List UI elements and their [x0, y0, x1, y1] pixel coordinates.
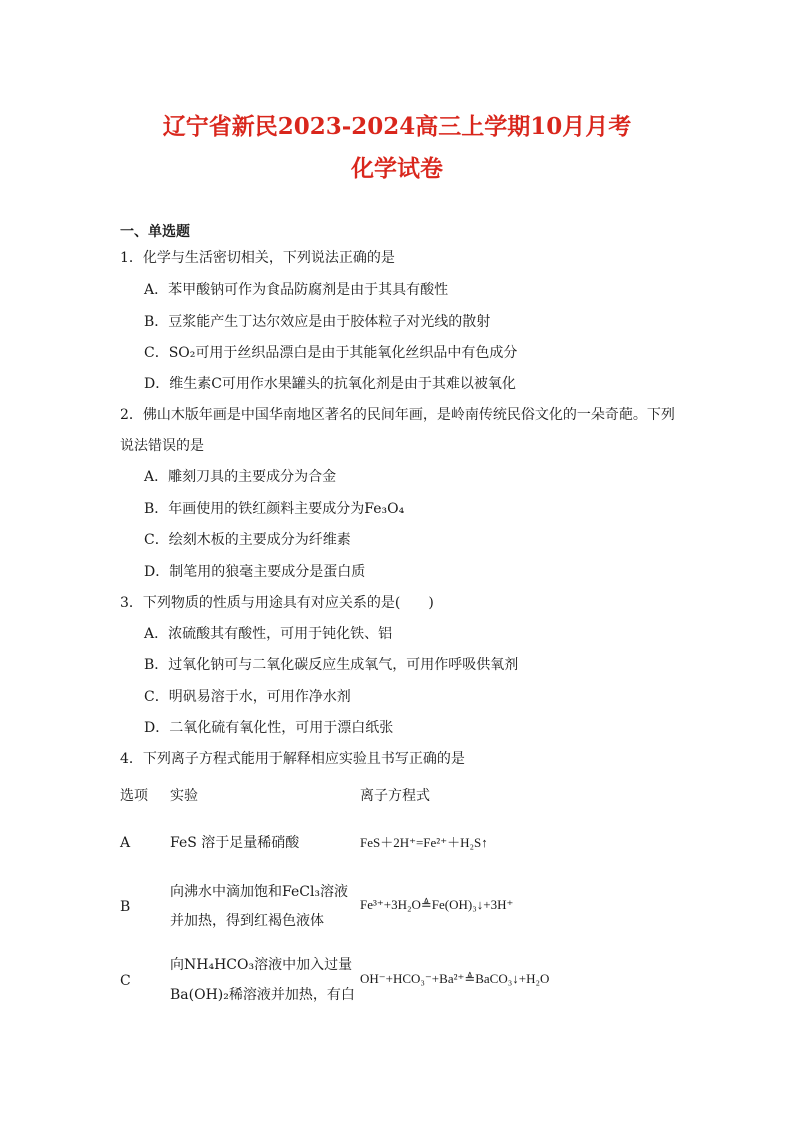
question-1-stem: 1．化学与生活密切相关，下列说法正确的是: [120, 250, 395, 266]
question-1-option-b[interactable]: B．豆浆能产生丁达尔效应是由于胶体粒子对光线的散射: [144, 314, 491, 330]
section-heading: 一、单选题: [120, 224, 190, 240]
question-1-option-d[interactable]: D．维生素C可用作水果罐头的抗氧化剂是由于其难以被氧化: [144, 376, 516, 392]
table-row-c-experiment-line2: Ba(OH)₂稀溶液并加热，有白: [170, 987, 355, 1003]
question-3-option-a[interactable]: A．浓硫酸其有酸性，可用于钝化铁、铝: [144, 626, 393, 642]
table-row-b-option: B: [120, 899, 131, 915]
question-2-stem-cont: 说法错误的是: [120, 438, 204, 454]
table-row-c-equation: OH⁻+HCO₃⁻+Ba²⁺≜BaCO₃↓+H₂O: [360, 971, 550, 986]
question-2-option-d[interactable]: D．制笔用的狼毫主要成分是蛋白质: [144, 564, 366, 580]
question-3-option-d[interactable]: D．二氧化硫有氧化性，可用于漂白纸张: [144, 720, 394, 736]
question-1-option-c[interactable]: C．SO₂可用于丝织品漂白是由于其能氧化丝织品中有色成分: [144, 345, 518, 361]
page-subtitle: 化学试卷: [351, 155, 443, 182]
question-3-stem: 3．下列物质的性质与用途具有对应关系的是( ): [120, 595, 434, 611]
question-3-option-b[interactable]: B．过氧化钠可与二氧化碳反应生成氧气，可用作呼吸供氧剂: [144, 657, 519, 673]
page-title: 辽宁省新民2023-2024高三上学期10月月考: [162, 113, 632, 140]
table-row-c-experiment-line1: 向NH₄HCO₃溶液中加入过量: [170, 957, 353, 973]
table-row-a-option: A: [120, 835, 131, 851]
question-4-stem: 4．下列离子方程式能用于解释相应实验且书写正确的是: [120, 751, 465, 767]
question-1-option-a[interactable]: A．苯甲酸钠可作为食品防腐剂是由于其具有酸性: [144, 282, 449, 298]
table-row-c-option: C: [120, 973, 131, 989]
table-header-equation: 离子方程式: [360, 788, 430, 804]
table-header-option: 选项: [120, 788, 148, 804]
question-2-option-c[interactable]: C．绘刻木板的主要成分为纤维素: [144, 532, 351, 548]
question-2-stem: 2．佛山木版年画是中国华南地区著名的民间年画，是岭南传统民俗文化的一朵奇葩。下列: [120, 407, 675, 423]
table-row-a-experiment: FeS 溶于足量稀硝酸: [170, 835, 300, 851]
question-2-option-b[interactable]: B．年画使用的铁红颜料主要成分为Fe₃O₄: [144, 501, 405, 517]
question-2-option-a[interactable]: A．雕刻刀具的主要成分为合金: [144, 469, 337, 485]
table-row-a-equation: FeS＋2H⁺=Fe²⁺＋H₂S↑: [360, 835, 488, 850]
table-row-b-equation: Fe³⁺+3H₂O≜Fe(OH)₃↓+3H⁺: [360, 897, 514, 912]
table-row-b-experiment-line1: 向沸水中滴加饱和FeCl₃溶液: [170, 884, 349, 900]
question-3-option-c[interactable]: C．明矾易溶于水，可用作净水剂: [144, 689, 351, 705]
table-row-b-experiment-line2: 并加热，得到红褐色液体: [170, 913, 324, 929]
table-header-experiment: 实验: [170, 788, 198, 804]
